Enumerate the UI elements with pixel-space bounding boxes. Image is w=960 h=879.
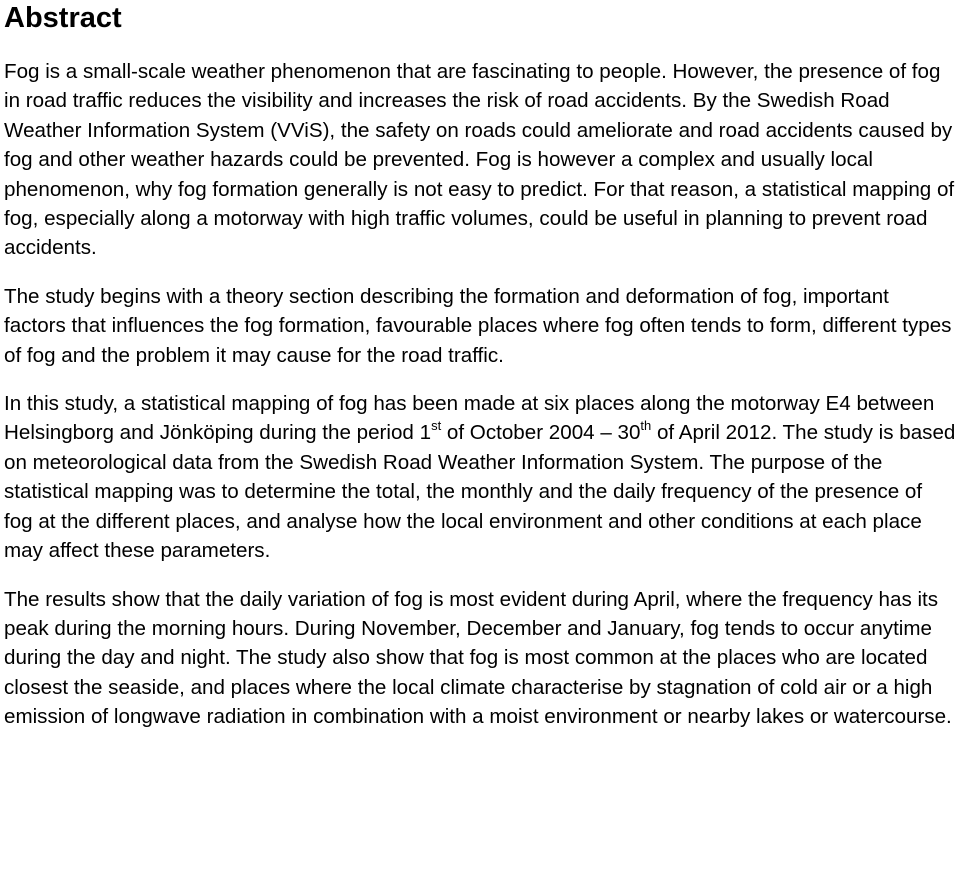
abstract-heading: Abstract xyxy=(4,2,122,34)
paragraph-3 xyxy=(4,389,956,565)
paragraph-2: The study begins with a theory section describing the formation and deformation of fog, important factors that influences the fog formation, favourable places where fog often tends to form, different types of fog and the problem it may cause for the road traffic. xyxy=(4,284,952,367)
superscript-st: st xyxy=(431,417,442,433)
document-page xyxy=(4,0,956,751)
superscript-th: th xyxy=(640,417,652,433)
paragraph-3-text-3: of April 2012. The study is based on meteorological data from the Swedish Road Weather Information System. The purpose of the statistical mapping was to determine the total, the monthly and the daily frequency of the presence of fog at the different places, and analyse how the local environment and other conditions at each place may affect these parameters. xyxy=(4,421,956,563)
paragraph-1: Fog is a small-scale weather phenomenon that are fascinating to people. However, the presence of fog in road traffic reduces the visibility and increases the risk of road accidents. By the Swedish Road Weather Information System (VViS), the safety on roads could ameliorate and road accidents caused by fog and other weather hazards could be prevented. Fog is however a complex and usually local phenomenon, why fog formation generally is not easy to predict. For that reason, a statistical mapping of fog, especially along a motorway with high traffic volumes, could be useful in planning to prevent road accidents. xyxy=(4,60,955,260)
paragraph-3-text-2: of October 2004 – 30 xyxy=(441,421,641,445)
paragraph-4: The results show that the daily variation of fog is most evident during April, where the frequency has its peak during the morning hours. During November, December and January, fog tends to occur anytime during the day and night. The study also show that fog is most common at the places who are located closest the seaside, and places where the local climate characterise by stagnation of cold air or a high emission of longwave radiation in combination with a moist environment or nearby lakes or watercourse. xyxy=(4,587,952,729)
paragraph-3-text-1: In this study, a statistical mapping of fog has been made at six places along the motorway E4 between Helsingborg and Jönköping during the period 1 xyxy=(4,392,935,445)
